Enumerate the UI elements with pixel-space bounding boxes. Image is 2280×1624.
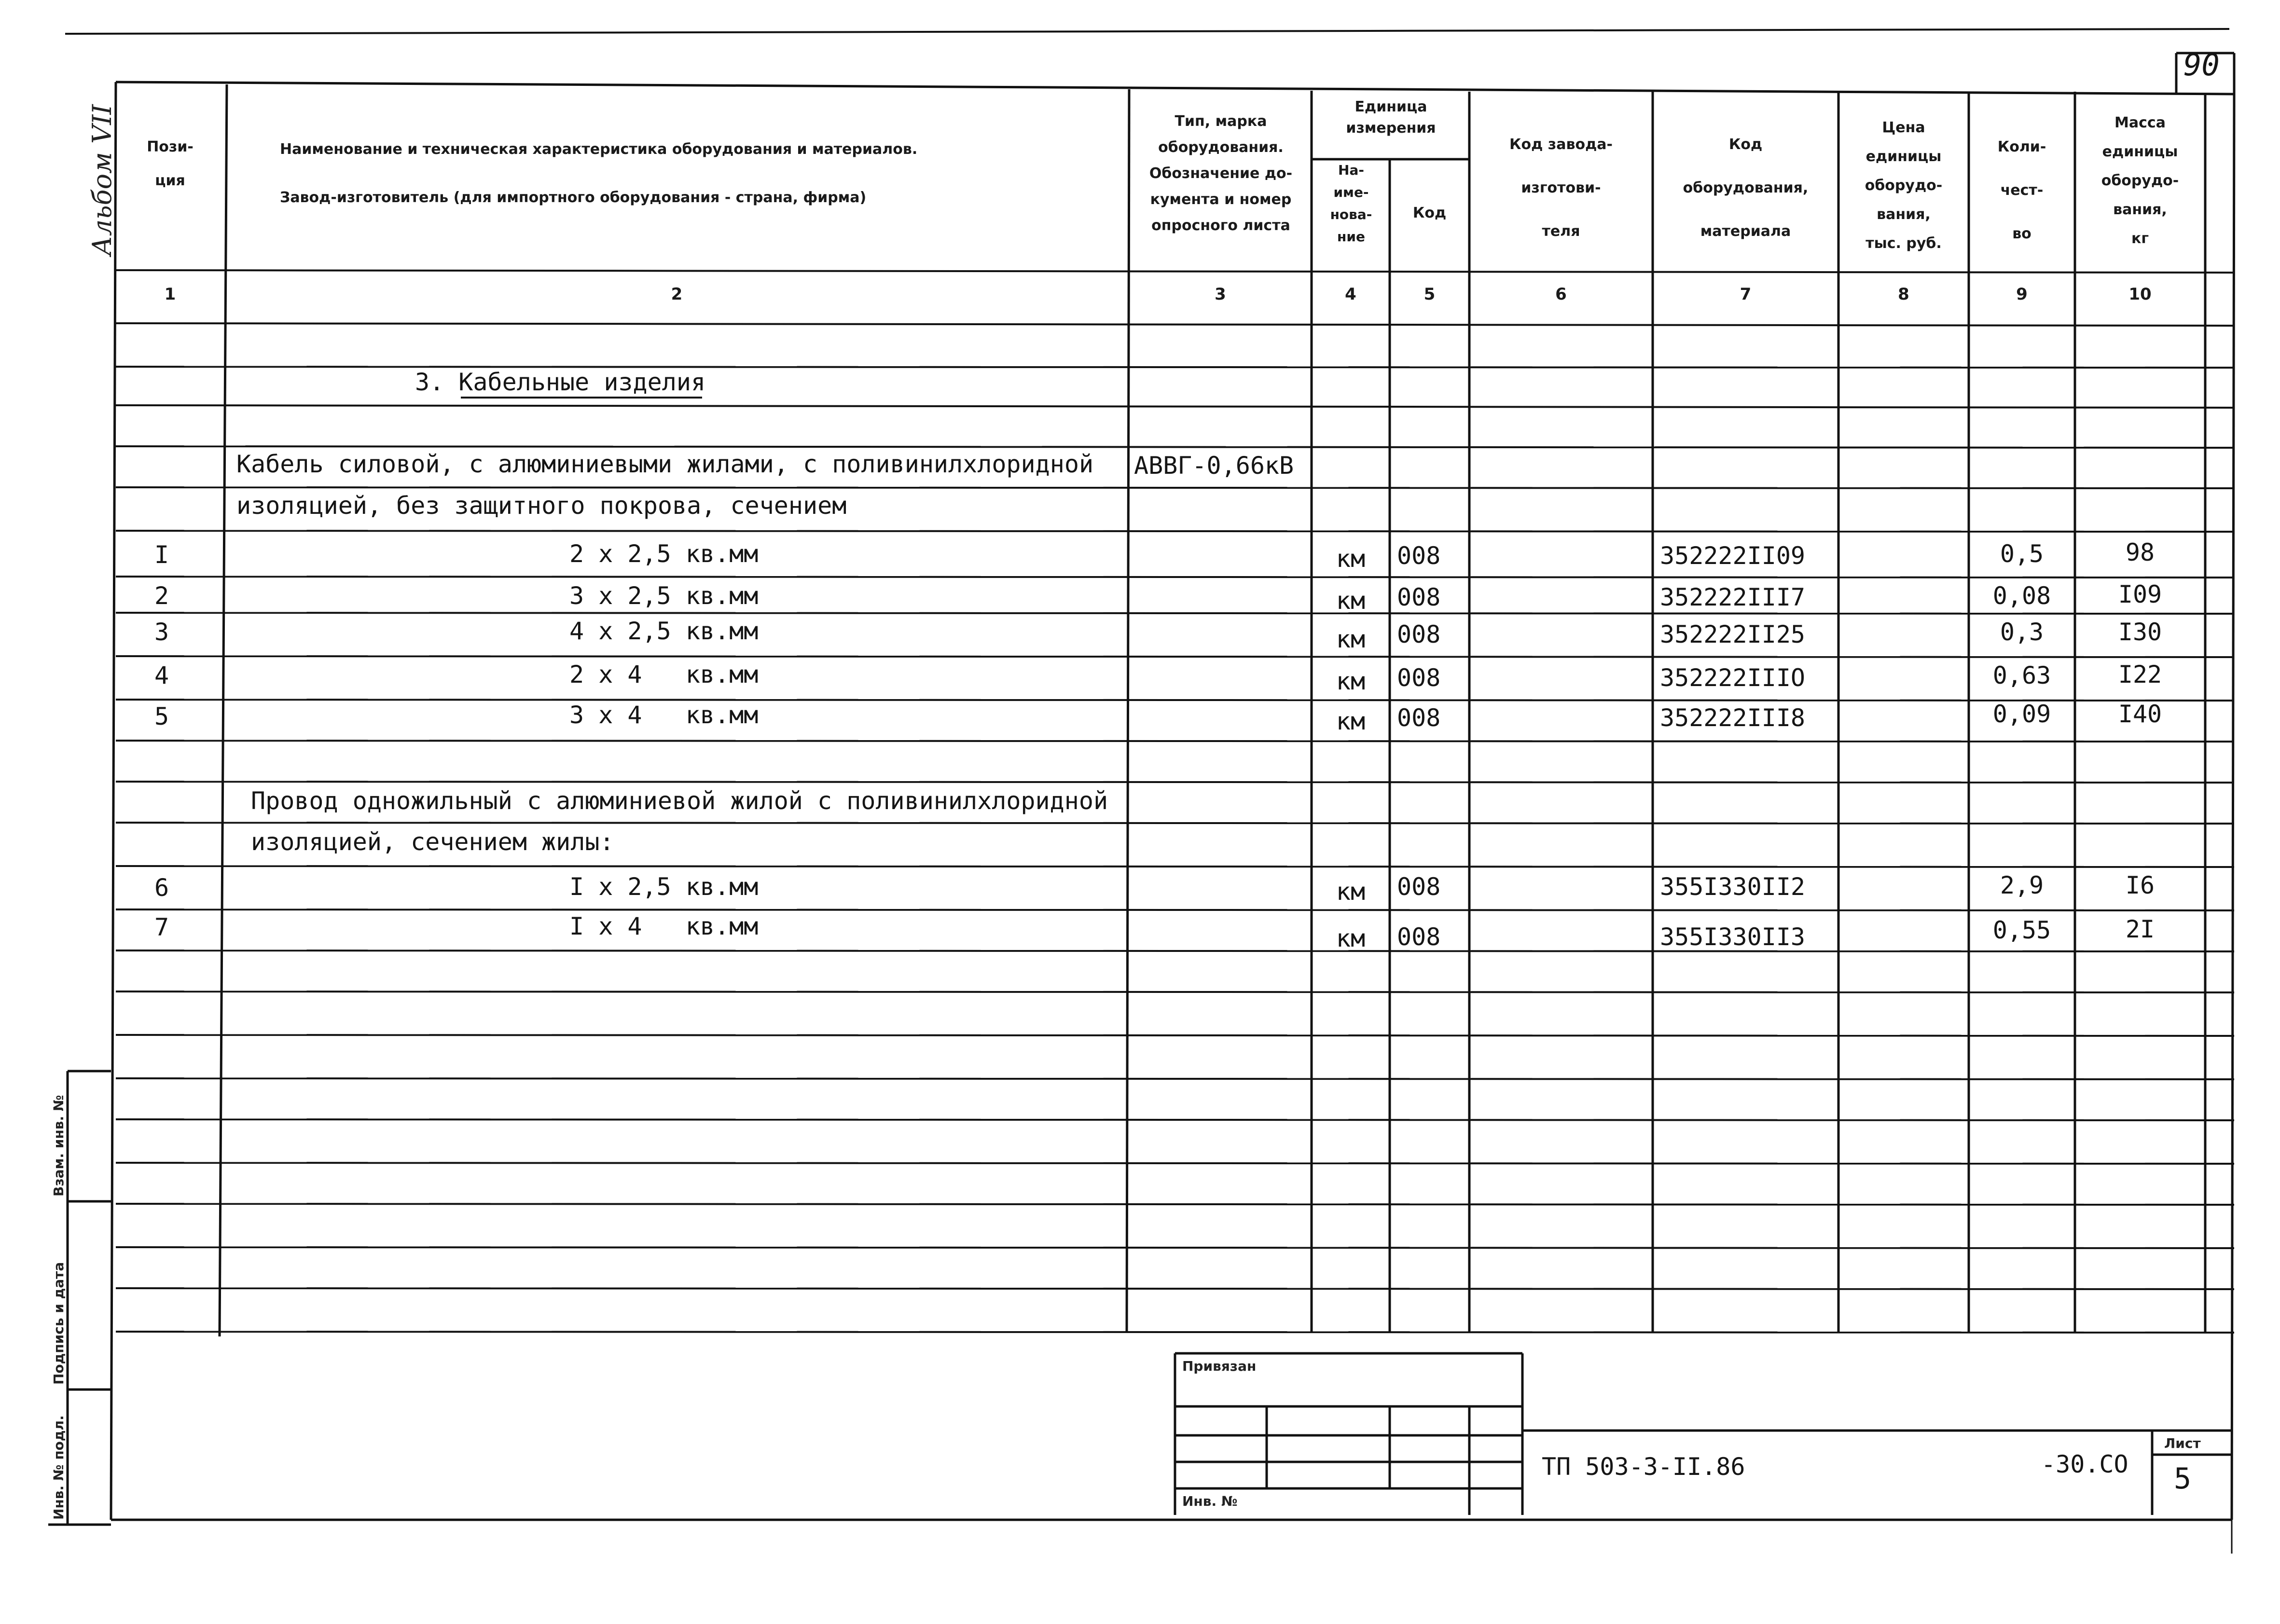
row-unit-code: 008 — [1397, 542, 1441, 570]
group1-line1: Кабель силовой, с алюминиевыми жилами, с поливинилхлоридной — [236, 450, 1094, 478]
row-code: 355I330II3 — [1660, 923, 1806, 951]
column-number: 6 — [1555, 285, 1567, 304]
column-number: 7 — [1740, 285, 1752, 304]
column-number: 2 — [671, 285, 683, 304]
row-unit-code: 008 — [1397, 923, 1441, 951]
column-number: 3 — [1215, 285, 1226, 304]
column-number: 10 — [2128, 285, 2152, 304]
row-quantity: 0,09 — [1992, 700, 2051, 728]
row-unit-code: 008 — [1397, 664, 1441, 692]
header-unit-name — [1313, 159, 1390, 248]
row-mass: I30 — [2118, 618, 2162, 646]
stamp-inv-no: Инв. № — [1182, 1493, 1238, 1509]
row-quantity: 0,08 — [1992, 582, 2051, 610]
header-name-text: Наименование и техническая характеристика оборудования и материалов. Завод-изготовитель (для импортного оборудования - страна, фирма) — [280, 141, 918, 206]
group2-line2: изоляцией, сечением жилы: — [251, 828, 614, 856]
row-mass: I6 — [2125, 871, 2155, 899]
stamp-privyazan: Привязан — [1182, 1358, 1257, 1374]
row-quantity: 2,9 — [2000, 871, 2044, 899]
section-title: 3. Кабельные изделия — [415, 368, 706, 396]
row-unit: км — [1336, 878, 1366, 906]
margin-podpis-data: Подпись и дата — [51, 1262, 67, 1385]
row-unit: км — [1336, 667, 1366, 695]
row-unit-code: 008 — [1397, 873, 1441, 901]
header-mass — [2075, 109, 2205, 253]
group1-line2: изоляцией, без защитного покрова, сечением — [236, 492, 847, 520]
row-code: 352222II09 — [1660, 542, 1806, 570]
doc-code: ТП 503-3-II.86 — [1542, 1453, 1745, 1481]
header-type — [1132, 109, 1310, 239]
header-plant-code — [1469, 123, 1653, 253]
sheet-label: Лист — [2164, 1435, 2201, 1451]
row-quantity: 0,5 — [2000, 540, 2044, 568]
column-number: 4 — [1345, 285, 1356, 304]
row-code: 352222II25 — [1660, 620, 1806, 648]
row-position: 2 — [154, 582, 169, 610]
row-name: I х 2,5 кв.мм — [569, 873, 759, 901]
row-quantity: 0,3 — [2000, 618, 2044, 646]
row-unit: км — [1336, 625, 1366, 653]
header-equipment-code-text: Код оборудования, материала — [1683, 136, 1809, 240]
column-number: 8 — [1898, 285, 1909, 304]
header-unit-group-text: Единица измерения — [1346, 98, 1436, 137]
row-mass: I22 — [2118, 661, 2162, 688]
page-number: 90 — [2183, 47, 2220, 83]
row-name: 4 х 2,5 кв.мм — [569, 617, 759, 645]
header-quantity-text: Коли- чест- во — [1997, 138, 2046, 242]
row-position: 6 — [154, 874, 169, 902]
row-mass: 2I — [2125, 915, 2155, 943]
header-quantity — [1969, 125, 2075, 256]
section-title-underline — [461, 397, 702, 399]
header-position — [118, 130, 222, 198]
header-unit-code-text: Код — [1412, 205, 1447, 221]
row-code: 352222III7 — [1660, 583, 1806, 611]
row-name: I х 4 кв.мм — [569, 912, 759, 940]
header-name — [232, 125, 1173, 222]
header-type-text: Тип, марка оборудования. Обозначение до- кумента и номер опросного листа — [1149, 113, 1293, 234]
header-price-text: Цена единицы оборудо- вания, тыс. руб. — [1865, 119, 1943, 252]
row-position: 4 — [154, 661, 169, 689]
row-name: 2 х 2,5 кв.мм — [569, 540, 759, 568]
row-unit-code: 008 — [1397, 583, 1441, 611]
album-label: Альбом VII — [87, 104, 117, 256]
header-unit-name-text: На- име- нова- ние — [1330, 162, 1372, 245]
header-unit-code — [1390, 200, 1469, 226]
row-mass: I09 — [2118, 580, 2162, 608]
row-name: 3 х 4 кв.мм — [569, 701, 759, 729]
row-position: I — [154, 541, 169, 569]
column-number: 9 — [2016, 285, 2028, 304]
row-code: 355I330II2 — [1660, 873, 1806, 901]
row-quantity: 0,63 — [1992, 661, 2051, 689]
row-unit-code: 008 — [1397, 704, 1441, 732]
sheet-number: 5 — [2174, 1462, 2192, 1496]
row-unit-code: 008 — [1397, 620, 1441, 648]
doc-suffix: -30.CO — [2041, 1450, 2128, 1478]
row-unit: км — [1336, 545, 1366, 573]
row-name: 3 х 2,5 кв.мм — [569, 582, 759, 610]
row-name: 2 х 4 кв.мм — [569, 661, 759, 688]
column-number: 1 — [164, 285, 176, 304]
row-unit: км — [1336, 924, 1366, 952]
row-quantity: 0,55 — [1992, 916, 2051, 944]
row-code: 352222IIIO — [1660, 664, 1806, 692]
margin-vzam-inv: Взам. инв. № — [51, 1095, 67, 1197]
row-mass: 98 — [2125, 538, 2155, 566]
row-position: 3 — [154, 618, 169, 646]
header-position-text: Пози- ция — [147, 138, 193, 189]
header-mass-text: Масса единицы оборудо- вания, кг — [2101, 114, 2179, 247]
header-plant-code-text: Код завода- изготови- теля — [1509, 136, 1613, 240]
row-mass: I40 — [2118, 700, 2162, 728]
row-position: 7 — [154, 913, 169, 941]
header-equipment-code — [1653, 123, 1838, 253]
column-number: 5 — [1423, 285, 1436, 304]
margin-inv-podl: Инв. № подл. — [51, 1415, 67, 1520]
header-unit-group — [1313, 96, 1469, 139]
row-unit: км — [1336, 707, 1366, 735]
group2-line1: Провод одножильный с алюминиевой жилой с поливинилхлоридной — [251, 787, 1108, 815]
group1-type: АВВГ-0,66кВ — [1134, 452, 1294, 480]
header-price — [1838, 113, 1969, 258]
row-unit: км — [1336, 587, 1366, 615]
row-code: 352222III8 — [1660, 704, 1806, 732]
row-position: 5 — [154, 702, 169, 730]
